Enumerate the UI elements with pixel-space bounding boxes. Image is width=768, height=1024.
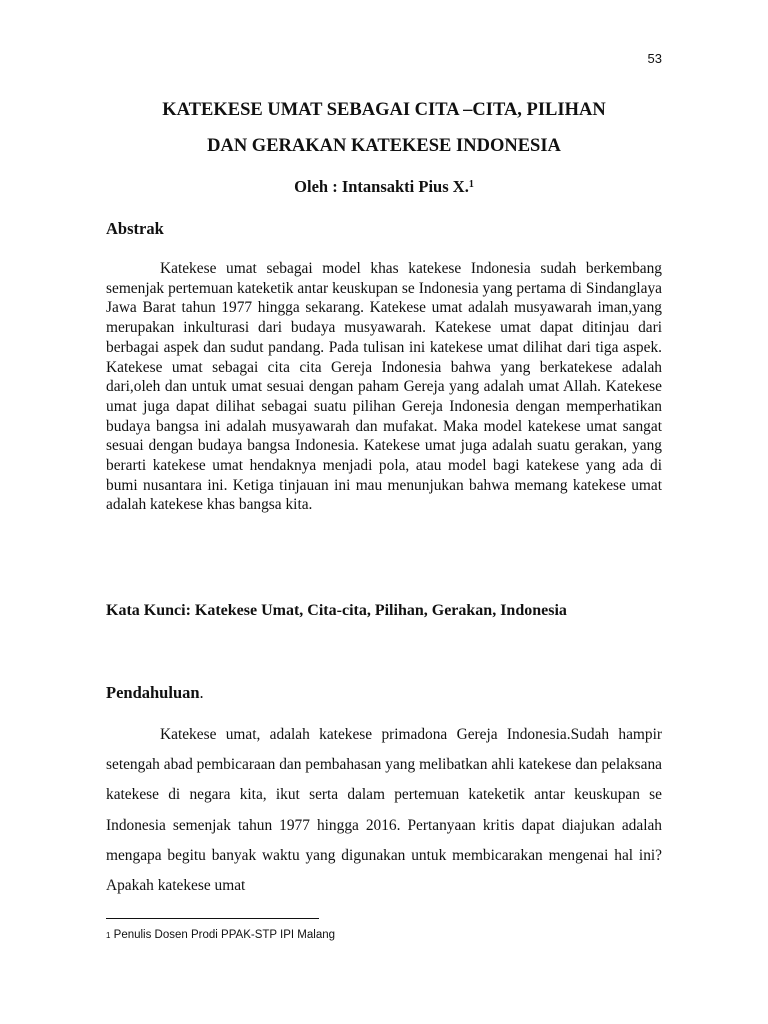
introduction-paragraph: Katekese umat, adalah katekese primadona Gereja Indonesia.Sudah hampir setengah abad pembicaraan dan pembahasan yang melibatkan ahli katekese dan pelaksana katekese di negara kita, ikut serta dalam pertemuan kateketik antar keuskupan se Indonesia semenjak tahun 1977 hingga 2016. Pertanyaan kritis dapat diajukan adalah mengapa begitu banyak waktu yang digunakan untuk membicarakan mengenai hal ini? Apakah katekese umat — [106, 726, 662, 895]
footnote-text: Penulis Dosen Prodi PPAK-STP IPI Malang — [110, 929, 336, 941]
article-title-line-1: KATEKESE UMAT SEBAGAI CITA –CITA, PILIHAN — [162, 100, 606, 120]
footnote-divider — [106, 918, 319, 919]
author-name: Oleh : Intansakti Pius X. — [294, 177, 469, 196]
keywords-line: Kata Kunci: Katekese Umat, Cita-cita, Pilihan, Gerakan, Indonesia — [106, 602, 567, 619]
footnote-mark: 1 — [106, 931, 111, 940]
abstract-paragraph: Katekese umat sebagai model khas katekese Indonesia sudah berkembang semenjak pertemuan kateketik antar keuskupan se Indonesia yang pertama di Sindanglaya Jawa Barat tahun 1977 hingga sekarang. Katekese umat adalah musyawarah iman,yang merupakan inkulturasi dari budaya musyawarah. Katekese umat dapat ditinjau dari berbagai aspek dan sudut pandang. Pada tulisan ini katekese umat dilihat dari tiga aspek. Katekese umat sebagai cita cita Gereja Indonesia bahwa yang berkatekese adalah dari,oleh dan untuk umat sesuai dengan paham Gereja yang adalah umat Allah. Katekese umat juga dapat dilihat sebagai suatu pilihan Gereja Indonesia dengan memperhatikan budaya bangsa ini adalah musyawarah dan mufakat. Maka model katekese umat sangat sesuai dengan budaya bangsa Indonesia. Katekese umat juga adalah suatu gerakan, yang berarti katekese umat hendaknya menjadi pola, atau model bagi katekese yang ada di bumi nusantara ini. Ketiga tinjauan ini mau menunjukan bahwa memang katekese umat adalah katekese khas bangsa kita. — [106, 260, 662, 514]
abstract-heading: Abstrak — [106, 219, 164, 238]
page-number: 53 — [647, 51, 662, 66]
footnote — [106, 928, 662, 943]
author-footnote-mark[interactable]: 1 — [468, 179, 474, 190]
article-title-line-2: DAN GERAKAN KATEKESE INDONESIA — [207, 136, 561, 156]
introduction-heading — [106, 683, 204, 703]
author-line — [106, 177, 662, 197]
introduction-heading-period: . — [199, 683, 204, 702]
introduction-heading-text: Pendahuluan — [106, 683, 200, 702]
